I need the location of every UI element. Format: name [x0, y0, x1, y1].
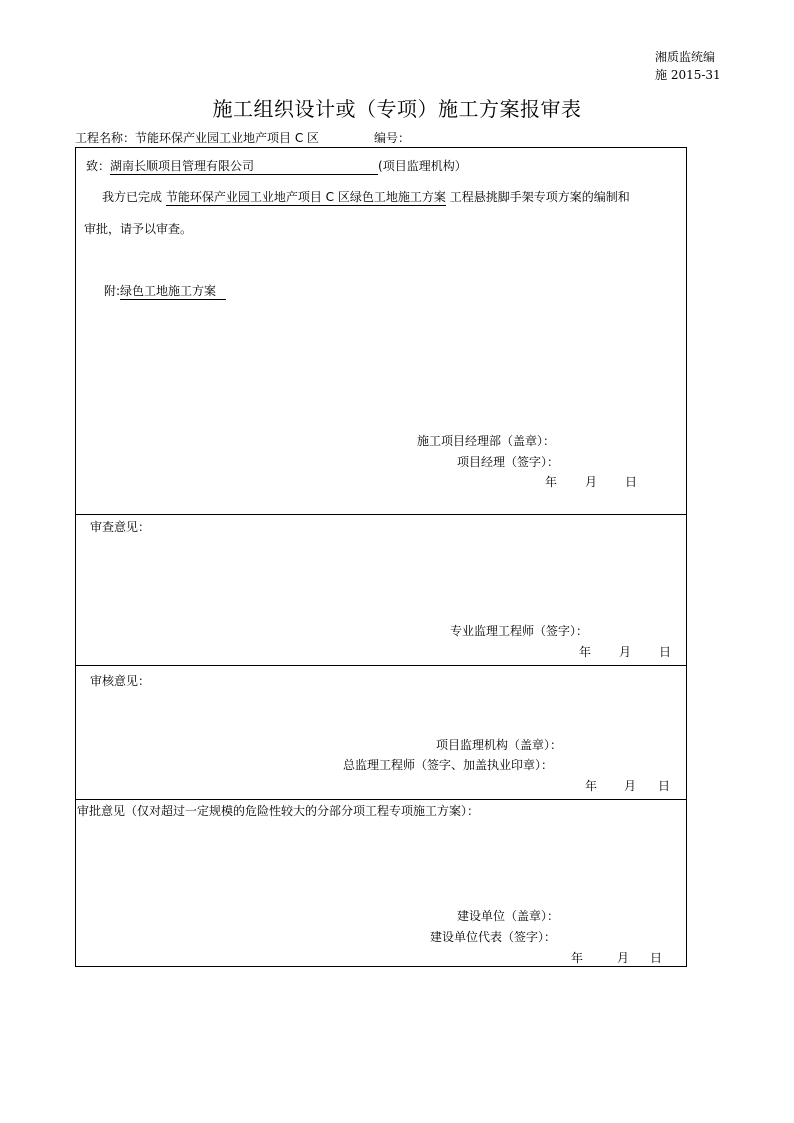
date-month: 月: [624, 779, 637, 793]
project-name: 节能环保产业园工业地产项目 C 区: [135, 131, 320, 145]
project-number-label: 编号：: [374, 131, 411, 145]
date-year: 年: [585, 779, 598, 793]
audit-opinion-label: 审核意见：: [90, 674, 151, 688]
date-month: 月: [617, 951, 630, 965]
date-day: 日: [625, 475, 638, 489]
form-code: 施 2015-31: [655, 68, 721, 82]
section-divider: [75, 665, 687, 666]
addressee-suffix: (项目监理机构）: [378, 159, 467, 173]
statement-suffix: 工程悬挑脚手架专项方案的编制和: [449, 190, 630, 204]
statement-project: 节能环保产业园工业地产项目 C 区绿色工地施工方案: [165, 190, 446, 204]
addressee-line: [86, 157, 467, 175]
chief-engineer-signature-label: 总监理工程师（签字、加盖执业印章）：: [343, 758, 554, 772]
owner-rep-signature-label: 建设单位代表（签字）：: [430, 930, 557, 944]
attachment-line: [104, 282, 226, 300]
date-year: 年: [571, 951, 584, 965]
form-org: 湘质监统编: [655, 50, 716, 64]
approval-opinion-label: 审批意见（仅对超过一定规模的危险性较大的分部分项工程专项施工方案）：: [77, 804, 480, 818]
date-year: 年: [545, 475, 558, 489]
project-name-label: 工程名称：: [75, 131, 136, 145]
statement-prefix: 我方已完成: [102, 190, 163, 204]
contractor-seal-label: 施工项目经理部（盖章）：: [417, 434, 556, 448]
statement-line-1: [102, 188, 630, 206]
date-day: 日: [650, 951, 663, 965]
date-month: 月: [619, 645, 632, 659]
supervisor-signature-label: 专业监理工程师（签字）：: [450, 624, 589, 638]
supervision-seal-label: 项目监理机构（盖章）：: [436, 738, 563, 752]
project-line: [75, 129, 319, 146]
form-table: [75, 147, 687, 967]
date-year: 年: [579, 645, 592, 659]
owner-seal-label: 建设单位（盖章）：: [457, 909, 560, 923]
date-month: 月: [585, 475, 598, 489]
attachment-name: 绿色工地施工方案: [120, 282, 226, 300]
page-title: 施工组织设计或（专项）施工方案报审表: [212, 97, 582, 121]
section-divider: [75, 514, 687, 515]
review-opinion-label: 审查意见：: [90, 520, 151, 534]
section-divider: [75, 799, 687, 800]
attachment-label: 附:: [104, 284, 121, 298]
pm-signature-label: 项目经理（签字）：: [457, 455, 560, 469]
date-day: 日: [658, 779, 671, 793]
statement-line-2: 审批，请予以审查。: [84, 222, 193, 236]
addressee-name: 湖南长顺项目管理有限公司: [110, 157, 378, 175]
date-day: 日: [659, 645, 672, 659]
to-label: 致：: [86, 159, 111, 173]
